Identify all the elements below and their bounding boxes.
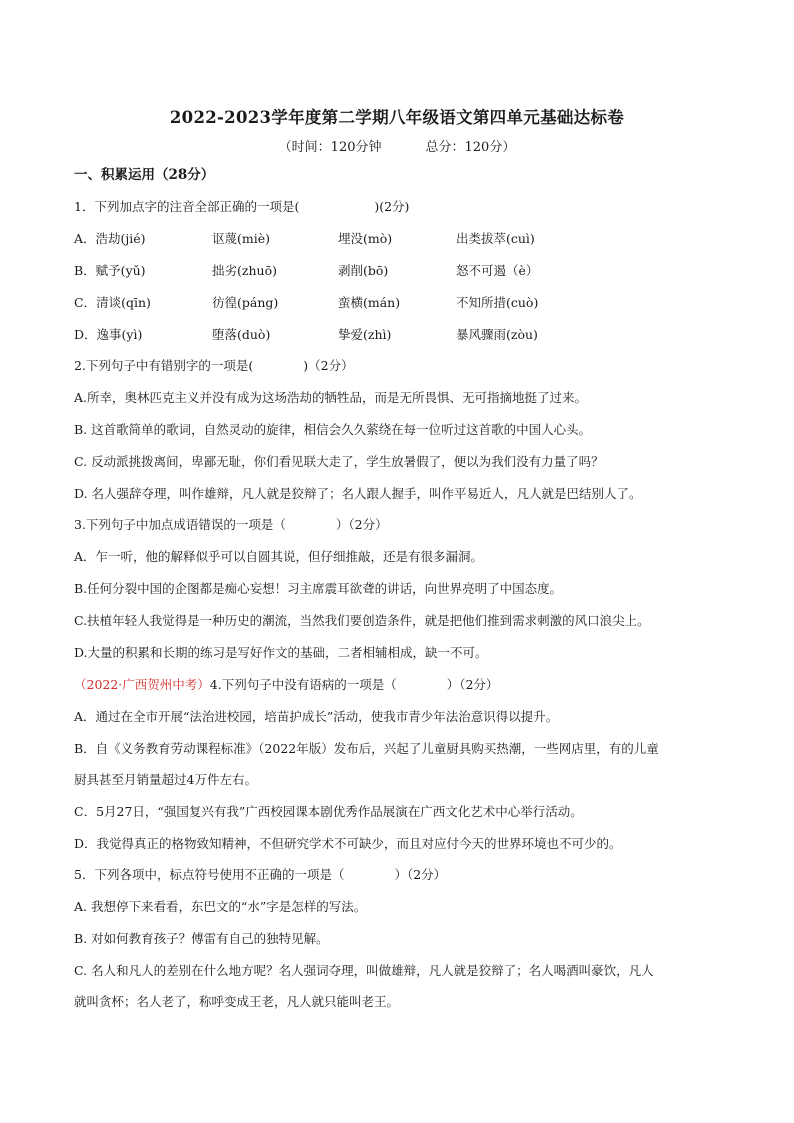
q3-option-a: A．乍一听，他的解释似乎可以自圆其说，但仔细推敲，还是有很多漏洞。 <box>74 549 484 564</box>
q4-stem-line <box>74 676 724 694</box>
section-heading: 一、积累运用（28分） <box>74 167 215 183</box>
q1-opt-a-4: 出类拔萃(cuì) <box>456 231 535 246</box>
q1-opt-a-3: 埋没(mò) <box>338 231 393 246</box>
q4-stem: 4.下列句子中没有语病的一项是（ ）（2分） <box>209 677 499 692</box>
q4-option-b-cont: 厨具甚至月销量超过4万件左右。 <box>74 772 257 787</box>
q4-option-a: A．通过在全市开展“法治进校园，培苗护成长”活动，使我市青少年法治意识得以提升。 <box>74 709 559 724</box>
exam-subtitle <box>0 136 794 155</box>
q2-option-a: A.所幸，奥林匹克主义并没有成为这场浩劫的牺牲品，而是无所畏惧、无可指摘地挺了过来。 <box>74 390 588 405</box>
q2-option-b: B. 这首歌简单的歌词，自然灵动的旋律，相信会久久萦绕在每一位听过这首歌的中国人心头。 <box>74 422 592 437</box>
q1-opt-d-4: 暴风骤雨(zòu) <box>456 327 538 342</box>
q2-stem: 2.下列句子中有错别字的一项是( )（2分） <box>74 358 354 373</box>
q4-source-tag: （2022·广西贺州中考） <box>74 677 210 692</box>
total-score: 总分：120分） <box>425 140 516 155</box>
q1-opt-c-2: 彷徨(páng) <box>212 295 279 310</box>
q1-opt-a-1: A．浩劫(jié) <box>74 231 146 246</box>
q1-opt-c-3: 蛮横(mán) <box>338 295 401 310</box>
q4-option-b: B．自《义务教育劳动课程标准》（2022年版）发布后，兴起了儿童厨具购买热潮，一些网店里，有的儿童 <box>74 741 659 756</box>
q4-option-d: D．我觉得真正的格物致知精神，不但研究学术不可缺少，而且对应付今天的世界环境也不可少的。 <box>74 836 622 851</box>
q1-opt-a-2: 讴蔑(miè) <box>212 231 271 246</box>
time-limit: （时间：120分钟 <box>278 140 382 155</box>
q1-opt-d-2: 堕落(duò) <box>212 327 271 342</box>
q5-option-a: A. 我想停下来看看，东巴文的“水”字是怎样的写法。 <box>74 899 367 914</box>
exam-title: 2022-2023学年度第二学期八年级语文第四单元基础达标卷 <box>169 108 625 127</box>
q1-opt-d-3: 挚爱(zhì) <box>338 327 392 342</box>
q1-opt-c-1: C．清谈(qīn) <box>74 295 151 310</box>
q1-opt-b-4: 怒不可遏（è） <box>456 263 539 278</box>
q5-option-c-cont: 就叫贪杯；名人老了，称呼变成王老，凡人就只能叫老王。 <box>74 994 400 1009</box>
q1-opt-c-4: 不知所措(cuò) <box>456 295 539 310</box>
q3-option-b: B.任何分裂中国的企图都是痴心妄想！习主席震耳欲聋的讲话，向世界亮明了中国态度。 <box>74 581 563 596</box>
q2-option-d: D. 名人强辞夺理，叫作雄辩，凡人就是狡辩了；名人跟人握手，叫作平易近人，凡人就是巴结别人了。 <box>74 486 642 501</box>
q4-option-c: C．5月27日，“强国复兴有我”广西校园课本剧优秀作品展演在广西文化艺术中心举行活动。 <box>74 804 583 819</box>
q5-stem: 5．下列各项中，标点符号使用不正确的一项是（ ）（2分） <box>74 867 447 882</box>
q1-opt-b-1: B．赋予(yǔ) <box>74 263 146 278</box>
q3-option-d: D.大量的积累和长期的练习是写好作文的基础，二者相辅相成，缺一不可。 <box>74 645 488 660</box>
q3-stem: 3.下列句子中加点成语错误的一项是（ ）（2分） <box>74 517 388 532</box>
q5-option-b: B. 对如何教育孩子？傅雷有自己的独特见解。 <box>74 931 329 946</box>
q3-option-c: C.扶植年轻人我觉得是一种历史的潮流，当然我们要创造条件，就是把他们推到需求刺激的风口浪尖上。 <box>74 613 650 628</box>
q1-opt-d-1: D．逸事(yì) <box>74 327 143 342</box>
q1-opt-b-2: 拙劣(zhuō) <box>212 263 277 278</box>
q1-opt-b-3: 剥削(bō) <box>338 263 389 278</box>
q2-option-c: C. 反动派挑拨离间，卑鄙无耻，你们看见联大走了，学生放暑假了，便以为我们没有力量了吗？ <box>74 454 604 469</box>
q1-stem: 1．下列加点字的注音全部正确的一项是( )(2分) <box>74 199 410 214</box>
q5-option-c: C. 名人和凡人的差别在什么地方呢？名人强词夺理，叫做雄辩，凡人就是狡辩了；名人喝酒叫豪饮，凡人 <box>74 963 654 978</box>
